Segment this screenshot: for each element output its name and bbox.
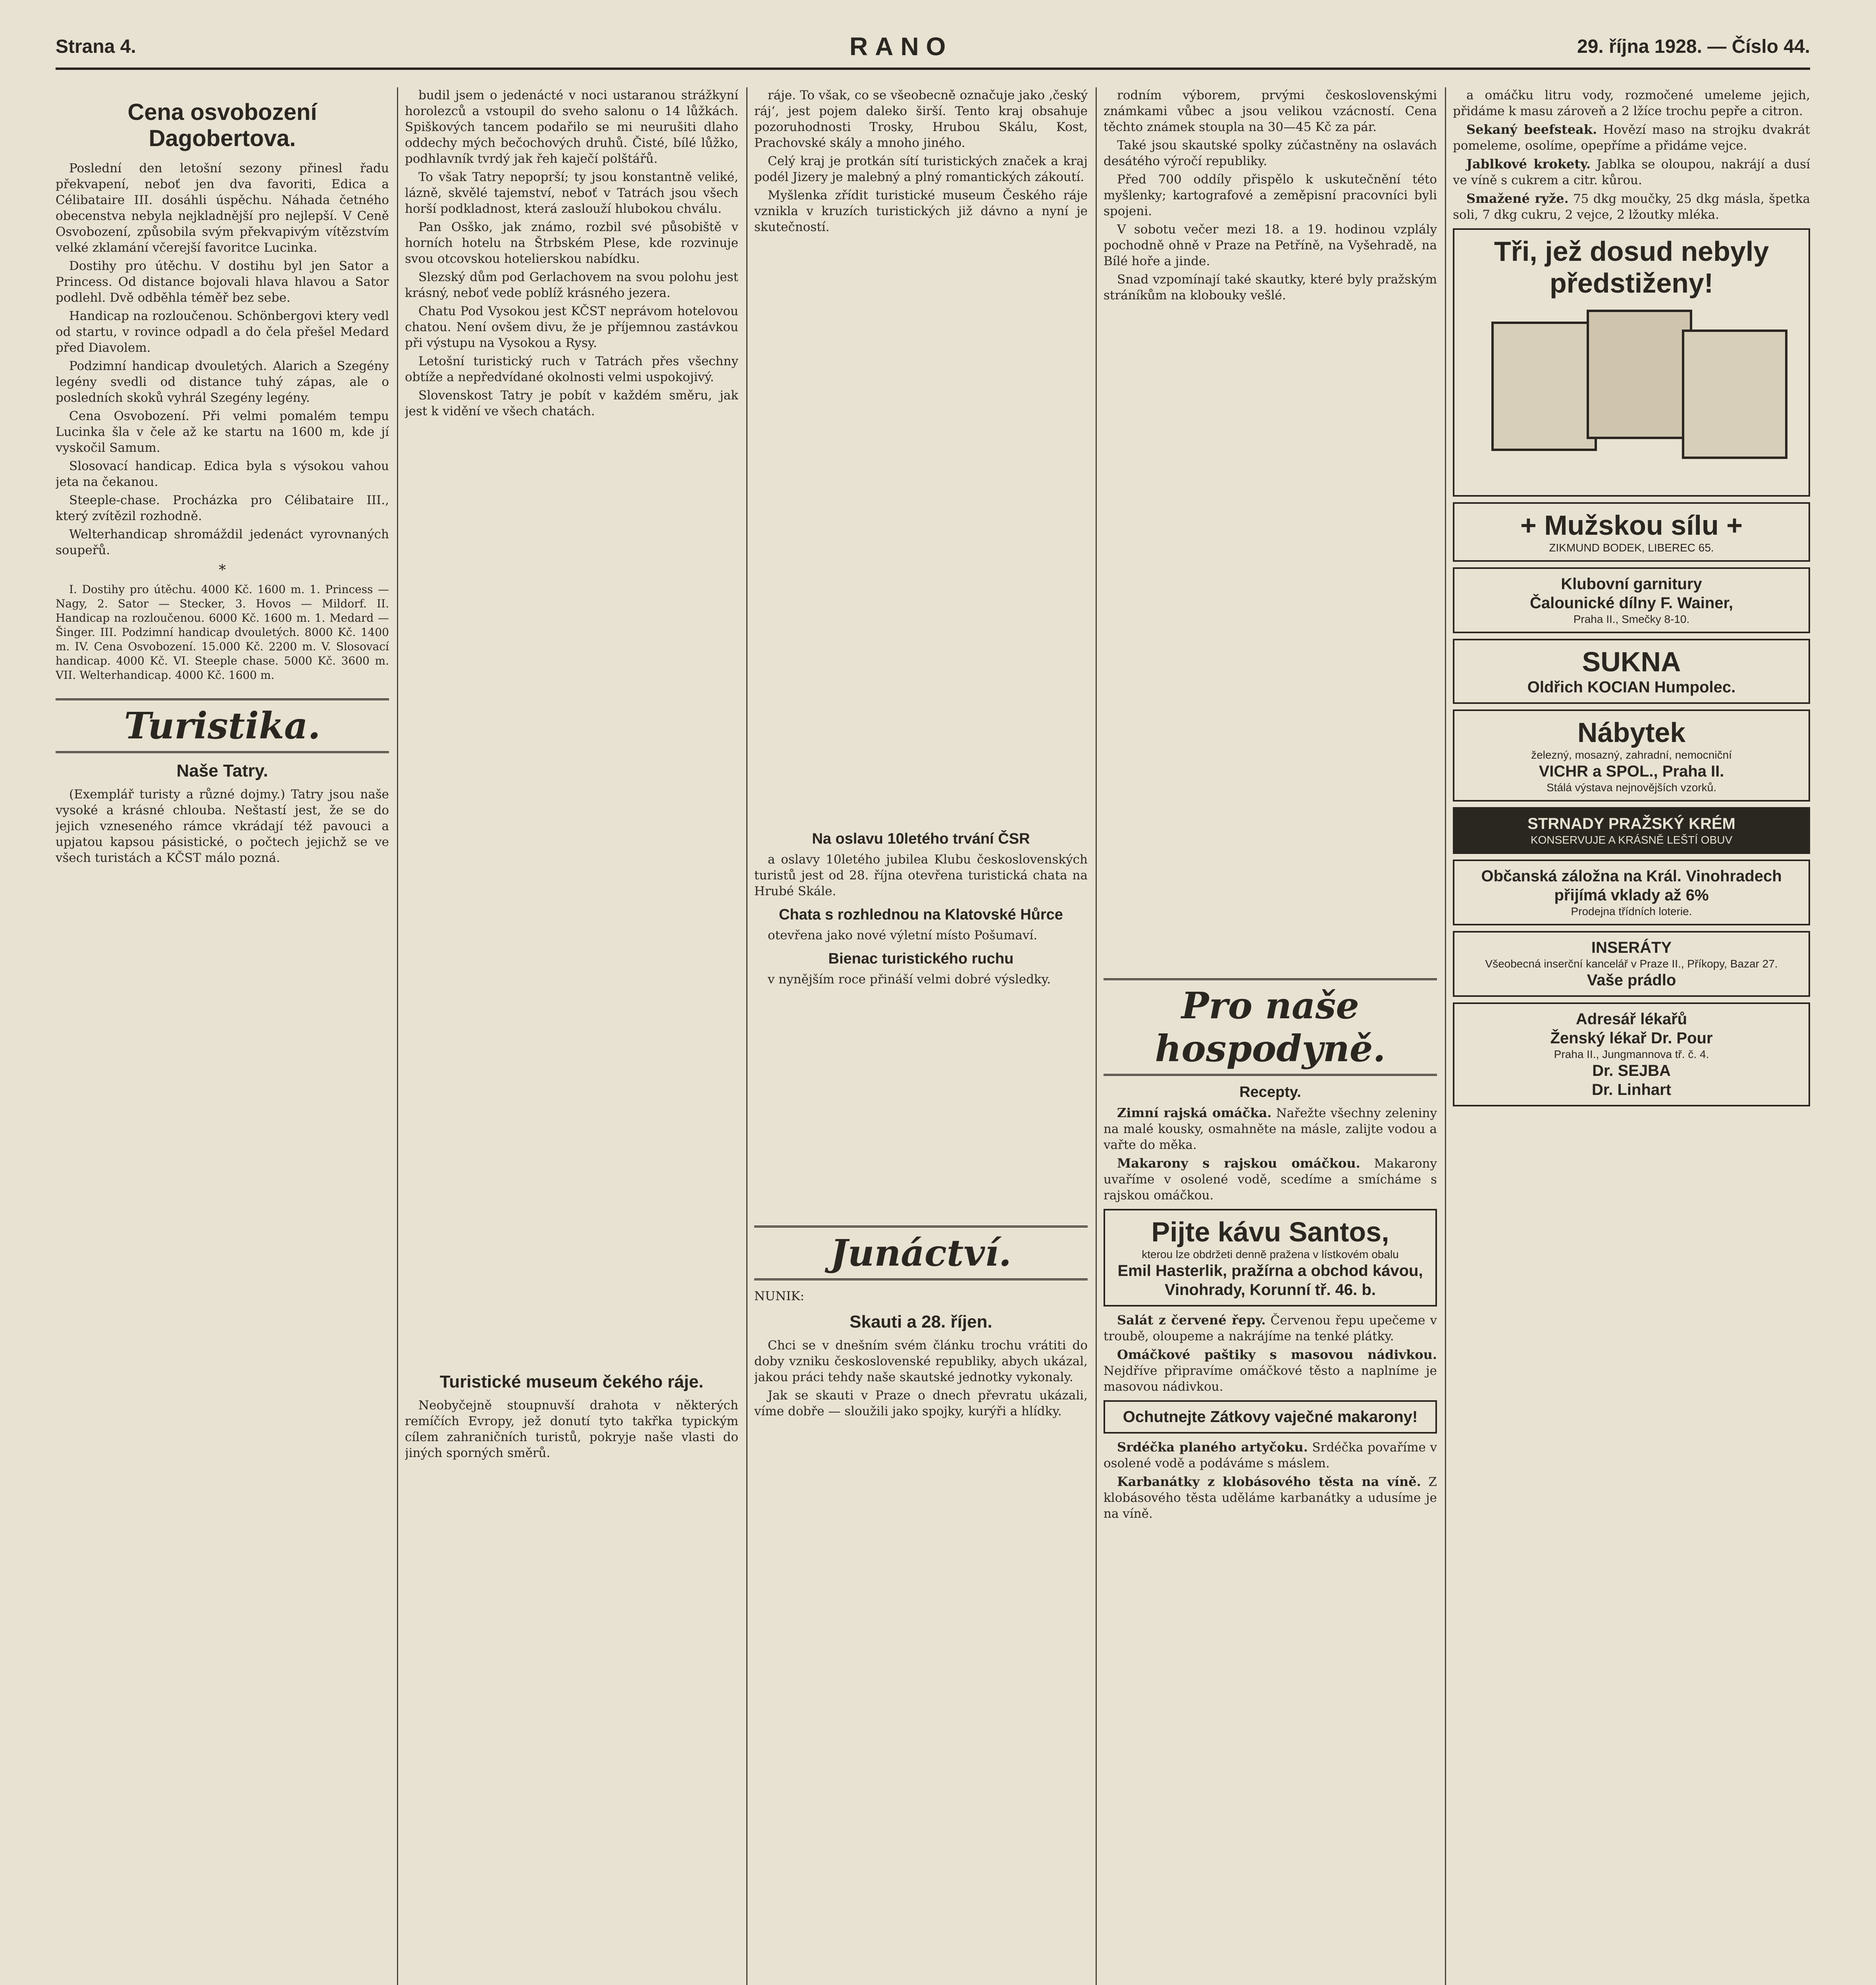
recipe-text: Hovězí maso na strojku dvakrát pomeleme, osolíme, opepříme a přidáme vejce. [1453, 123, 1810, 153]
ad-text: Vaše prádlo [1587, 971, 1676, 989]
recipe-title: Srdéčka planého artyčoku. [1117, 1440, 1308, 1455]
ad-headline: Ochutnejte Zátkovy vaječné makarony! [1123, 1408, 1418, 1426]
section-subtitle: Bienac turistického ruchu [828, 950, 1014, 967]
article-paragraph: Chci se v dnešním svém článku trochu vrátiti do doby vzniku československé republiky, abych ukázal, jakou práci tehdy naše skautské jednotky vykonaly. [754, 1338, 1088, 1384]
section-subtitle: Na oslavu 10letého trvání ČSR [812, 831, 1030, 847]
recipe-text: Makarony uvaříme v osolené vodě, scedíme a smícháme s rajskou omáčkou. [1104, 1156, 1437, 1203]
article-title: Naše Tatry. [176, 761, 268, 781]
ad-santos [1104, 1209, 1437, 1307]
ad-text: Praha II., Jungmannova tř. č. 4. [1554, 1048, 1709, 1060]
ad-text: KONSERVUJE A KRÁSNĚ LEŠTÍ OBUV [1530, 834, 1733, 846]
column-5 [1453, 87, 1810, 1985]
ad-headline: INSERÁTY [1591, 939, 1672, 956]
ad-headline: Klubovní garnitury [1561, 575, 1702, 593]
ad-text: ZIKMUND BODEK, LIBEREC 65. [1549, 542, 1714, 554]
ad-headline: STRNADY PRAŽSKÝ KRÉM [1527, 815, 1735, 833]
article-paragraph: To však Tatry nepoprší; ty jsou konstantně veliké, lázně, skvělé tajemství, neboť v Tatrách jsou všech horší podkladnost, která zaslouží hlubokou chválu. [405, 170, 738, 216]
ad-headline: Pijte kávu Santos, [1151, 1216, 1389, 1247]
ad-text: Dr. SEJBA [1592, 1062, 1671, 1079]
article-paragraph: Myšlenka zřídit turistické museum Českého ráje vznikla v kruzích turistických již dávno a nyní je skutečností. [754, 188, 1088, 234]
recipe-title: Zimní rajská omáčka. [1117, 1105, 1272, 1120]
ad-text: kterou lze obdržeti denně pražena v lístkovém obalu [1142, 1248, 1399, 1260]
ad-nabytek [1453, 709, 1810, 802]
article-paragraph: (Exemplář turisty a různé dojmy.) Tatry jsou naše vysoké a krásné chlouba. Neštastí jest, že se do jejich vzneseného rámce vkrádají též pavouci a upjatou kapsou pásistické, o počtech jejichž se ve všech turistách a KČST málo pozná. [56, 787, 389, 865]
recipe-text: Červenou řepu upečeme v troubě, oloupeme a nakrájíme na tenké plátky. [1104, 1313, 1437, 1343]
ad-headline: Adresář lékařů [1576, 1010, 1687, 1028]
article-paragraph: Před 700 oddíly přispělo k uskutečnění této myšlenky; kartografové a zeměpisní pracovníci byli spojeni. [1104, 172, 1437, 218]
article-paragraph: Letošní turistický ruch v Tatrách přes všechny obtíže a nepředvídané okolnosti velmi uspokojivý. [405, 354, 738, 384]
running-header [56, 32, 1810, 70]
article-paragraph: Neobyčejně stoupnuvší drahota v některých remíčích Evropy, jež donutí tyto takřka typickým cílem zahraničních turistů, pokryje naše vlasti do jiných sporných směrů. [405, 1398, 738, 1460]
article-paragraph: Poslední den letošní sezony přinesl řadu překvapení, neboť jen dva favoriti, Edica a Célibataire III. dosáhli úspěchu. Náhada četného obecenstva nebyla nejkladnější pro nejlepší. V Ceně Osvobození, způsobila svým překvapivým vítězstvím velké zklamání včerejší favoritce Lucinka. [56, 161, 389, 255]
ad-text: Všeobecná inserční kancelář v Praze II., Příkopy, Bazar 27. [1485, 958, 1778, 970]
article-paragraph: Slezský dům pod Gerlachovem na svou polohu jest krásný, neboť vede poblíž krásného jezera. [405, 270, 738, 300]
article-paragraph: Cena Osvobození. Při velmi pomalém tempu Lucinka šla v čele až ke startu na 1600 m, kde jí vyskočil Samum. [56, 409, 389, 455]
section-subtitle: Chata s rozhlednou na Klatovské Hůrce [779, 906, 1063, 923]
race-results: I. Dostihy pro útěchu. 4000 Kč. 1600 m. 1. Princess — Nagy, 2. Sator — Stecker, 3. Hovos — Mildorf. II. Handicap na rozloučenou. 6000 Kč. 1600 m. 1. Medard — Šinger. III. Podzimní handicap dvouletých. 8000 Kč. 1400 m. IV. Cena Osvobození. 15.000 Kč. 2200 m. V. Slosovací handicap. 4000 Kč. VI. Steeple chase. 5000 Kč. 3600 m. VII. Welterhandicap. 4000 Kč. 1600 m. [56, 583, 389, 682]
ad-inseraty [1453, 931, 1810, 997]
section-subtitle: Recepty. [1239, 1084, 1301, 1100]
ad-text: Čalounické dílny F. Wainer, [1530, 594, 1733, 612]
article-paragraph: Jak se skauti v Praze o dnech převratu ukázali, víme dobře — sloužili jako spojky, kurýři a hlídky. [754, 1388, 1088, 1418]
article-paragraph: Steeple-chase. Procházka pro Célibataire III., který zvítězil rozhodně. [56, 493, 389, 523]
ad-sukna [1453, 639, 1810, 704]
article-paragraph: v nynějším roce přináší velmi dobré výsledky. [768, 972, 1051, 987]
ad-zalozna [1453, 860, 1810, 925]
recipe-text: Jablka se oloupou, nakrájí a dusí ve víně s cukrem a citr. kůrou. [1453, 157, 1810, 187]
article-title: Cena osvobození Dagobertova. [127, 99, 317, 151]
separator: * [219, 562, 226, 578]
article-paragraph: V sobotu večer mezi 18. a 19. hodinou vzplály pochodně ohně v Praze na Petříně, na Vyšehradě, na Bílé hoře a jinde. [1104, 222, 1437, 268]
article-title: Skauti a 28. říjen. [849, 1312, 992, 1332]
article-paragraph: Pan Osško, jak známo, rozbil své působiště v horních hotelu na Štrbském Plese, kde rozvinuje svou otcovskou hotelierskou nabídku. [405, 220, 738, 266]
paper-title: RANO [849, 32, 953, 61]
recipe-title: Salát z červené řepy. [1117, 1312, 1266, 1328]
issue-date: 29. října 1928. — Číslo 44. [1577, 36, 1810, 57]
article-title: Turistické museum čekého ráje. [439, 1372, 704, 1391]
ad-text: Stálá výstava nejnovějších vzorků. [1547, 781, 1716, 794]
product-boxes-icon [1469, 299, 1794, 466]
column-rule [1096, 87, 1097, 1985]
ad-stizeny [1453, 228, 1810, 497]
ad-makarony [1104, 1400, 1437, 1434]
ad-strnady [1453, 807, 1810, 854]
recipe-text: Z klobásového těsta uděláme karbanátky a udusíme je na víně. [1104, 1475, 1437, 1521]
article-paragraph: rodním výborem, prvými československými známkami vůbec a jsou velikou vzácností. Cena těchto známek stoupla na 30—45 Kč za pár. [1104, 88, 1437, 134]
ad-text: Oldřich KOCIAN Humpolec. [1527, 678, 1736, 696]
recipe-text: Srdéčka povaříme v osolené vodě a podáváme s máslem. [1104, 1440, 1437, 1470]
article-paragraph: Celý kraj je protkán sítí turistických značek a kraj podél Jizery je malebný a plný romantických zákoutí. [754, 154, 1088, 184]
article-paragraph: Handicap na rozloučenou. Schönbergovi ktery vedl od startu, v rovince odpadl a do čela přešel Medard před Diavolem. [56, 309, 389, 355]
column-rule [746, 87, 747, 1985]
column-rule [397, 87, 398, 1985]
column-3 [754, 87, 1088, 1985]
ad-text: Dr. Linhart [1591, 1081, 1672, 1098]
column-rule [1445, 87, 1446, 1985]
ad-headline: Nábytek [1577, 717, 1686, 748]
recipe-text: Nařežte všechny zeleniny na malé kousky, osmahněte na másle, zalijte vodou a vařte do měka. [1104, 1106, 1437, 1152]
ad-garnitury [1453, 567, 1810, 633]
recipe-title: Smažené ryže. [1466, 191, 1569, 206]
article-paragraph: a oslavy 10letého jubilea Klubu československých turistů jest od 28. října otevřena turistická chata na Hrubé Skále. [754, 852, 1088, 898]
article-paragraph: Podzimní handicap dvouletých. Alarich a Szegény legény svedli od distance tuhý zápas, ale o posledních skoků vyhrál Szegény legény. [56, 359, 389, 405]
article-paragraph: Snad vzpomínají také skautky, které byly pražským stráníkům na klobouky vešlé. [1104, 272, 1437, 303]
article-paragraph: ráje. To však, co se všeobecně označuje jako ‚český ráj‘, jest pojem daleko širší. Tento kraj obsahuje pozoruhodnosti Trosky, Hrubou Skálu, Kost, Prachovské skály a mnoho jiného. [754, 88, 1088, 150]
section-banner: Pro naše hospodyně. [1104, 978, 1437, 1076]
ad-headline: SUKNA [1582, 646, 1681, 677]
article-paragraph: budil jsem o jedenácté v noci ustaranou strážkyní horolezců a vstoupil do sveho salonu o 14 lůžkách. Spiškových tancem podařilo se mi neurušiti dlaho oddechy mých bečochových druhů. Čisté, bílé lůžko, podhlavník tvrdý jak řeh kaječí polštářů. [405, 88, 738, 166]
article-paragraph: otevřena jako nové výletní místo Pošumaví. [768, 928, 1038, 942]
article-paragraph: Chatu Pod Vysokou jest KČST neprávom hotelovou chatou. Není ovšem divu, že je příjemnou zastávkou při výstupu na Vysokou a Rysy. [405, 304, 738, 350]
section-banner: Turistika. [56, 698, 389, 753]
ad-text: Prodejna třídních loterie. [1571, 905, 1692, 917]
column-2 [405, 87, 738, 1985]
recipe-title: Karbanátky z klobásového těsta na víně. [1117, 1474, 1421, 1489]
ad-headline: + Mužskou sílu + [1520, 510, 1743, 541]
column-1 [56, 87, 389, 1985]
section-banner: Junáctví. [754, 1226, 1088, 1280]
ad-text: Emil Hasterlik, pražírna a obchod kávou, [1117, 1262, 1423, 1280]
ad-text: VICHR a SPOL., Praha II. [1539, 763, 1724, 780]
ad-text: Praha II., Smečky 8-10. [1573, 613, 1690, 625]
recipe-title: Makarony s rajskou omáčkou. [1117, 1156, 1360, 1171]
ad-muzsky [1453, 502, 1810, 562]
article-paragraph: Welterhandicap shromáždil jedenáct vyrovnaných soupeřů. [56, 527, 389, 557]
recipe-title: Sekaný beefsteak. [1466, 122, 1597, 137]
ad-headline: Tři, jež dosud nebyly předstiženy! [1494, 236, 1769, 299]
article-paragraph: Slosovací handicap. Edica byla s výsokou vahou jeta na čekanou. [56, 459, 389, 489]
recipe-text: Nejdříve připravíme omáčkové těsto a naplníme je masovou nádivkou. [1104, 1364, 1437, 1394]
article-paragraph: Dostihy pro útěchu. V dostihu byl jen Sator a Princess. Od distance bojovali hlava hlavou a Sator podlehl. Dvě odběhla téměř bez sebe. [56, 259, 389, 305]
recipe-text: 75 dkg moučky, 25 dkg másla, špetka soli, 7 dkg cukru, 2 vejce, 2 lžoutky mléka. [1453, 192, 1810, 222]
byline: NUNIK: [754, 1289, 805, 1303]
page-number: Strana 4. [56, 36, 136, 57]
recipe-title: Jablkové krokety. [1466, 156, 1591, 172]
ad-text: Ženský lékař Dr. Pour [1550, 1029, 1713, 1047]
ad-text: Vinohrady, Korunní tř. 46. b. [1165, 1281, 1376, 1299]
article-paragraph: Také jsou skautské spolky zúčastněny na oslavách desátého výročí republiky. [1104, 138, 1437, 168]
ad-headline: Občanská záložna na Král. Vinohradech přijímá vklady až 6% [1481, 867, 1782, 904]
article-paragraph: Slovenskost Tatry je pobít v každém směru, jak jest k vidění ve všech chatách. [405, 388, 738, 418]
recipe-title: Omáčkové paštiky s masovou nádivkou. [1117, 1347, 1437, 1362]
ad-text: železný, mosazný, zahradní, nemocniční [1531, 749, 1732, 761]
column-4 [1104, 87, 1437, 1985]
ad-lekaru [1453, 1002, 1810, 1106]
article-paragraph: a omáčku litru vody, rozmočené umeleme jejich, přidáme k masu zároveň a 2 lžíce trochu pepře a citron. [1453, 88, 1810, 118]
